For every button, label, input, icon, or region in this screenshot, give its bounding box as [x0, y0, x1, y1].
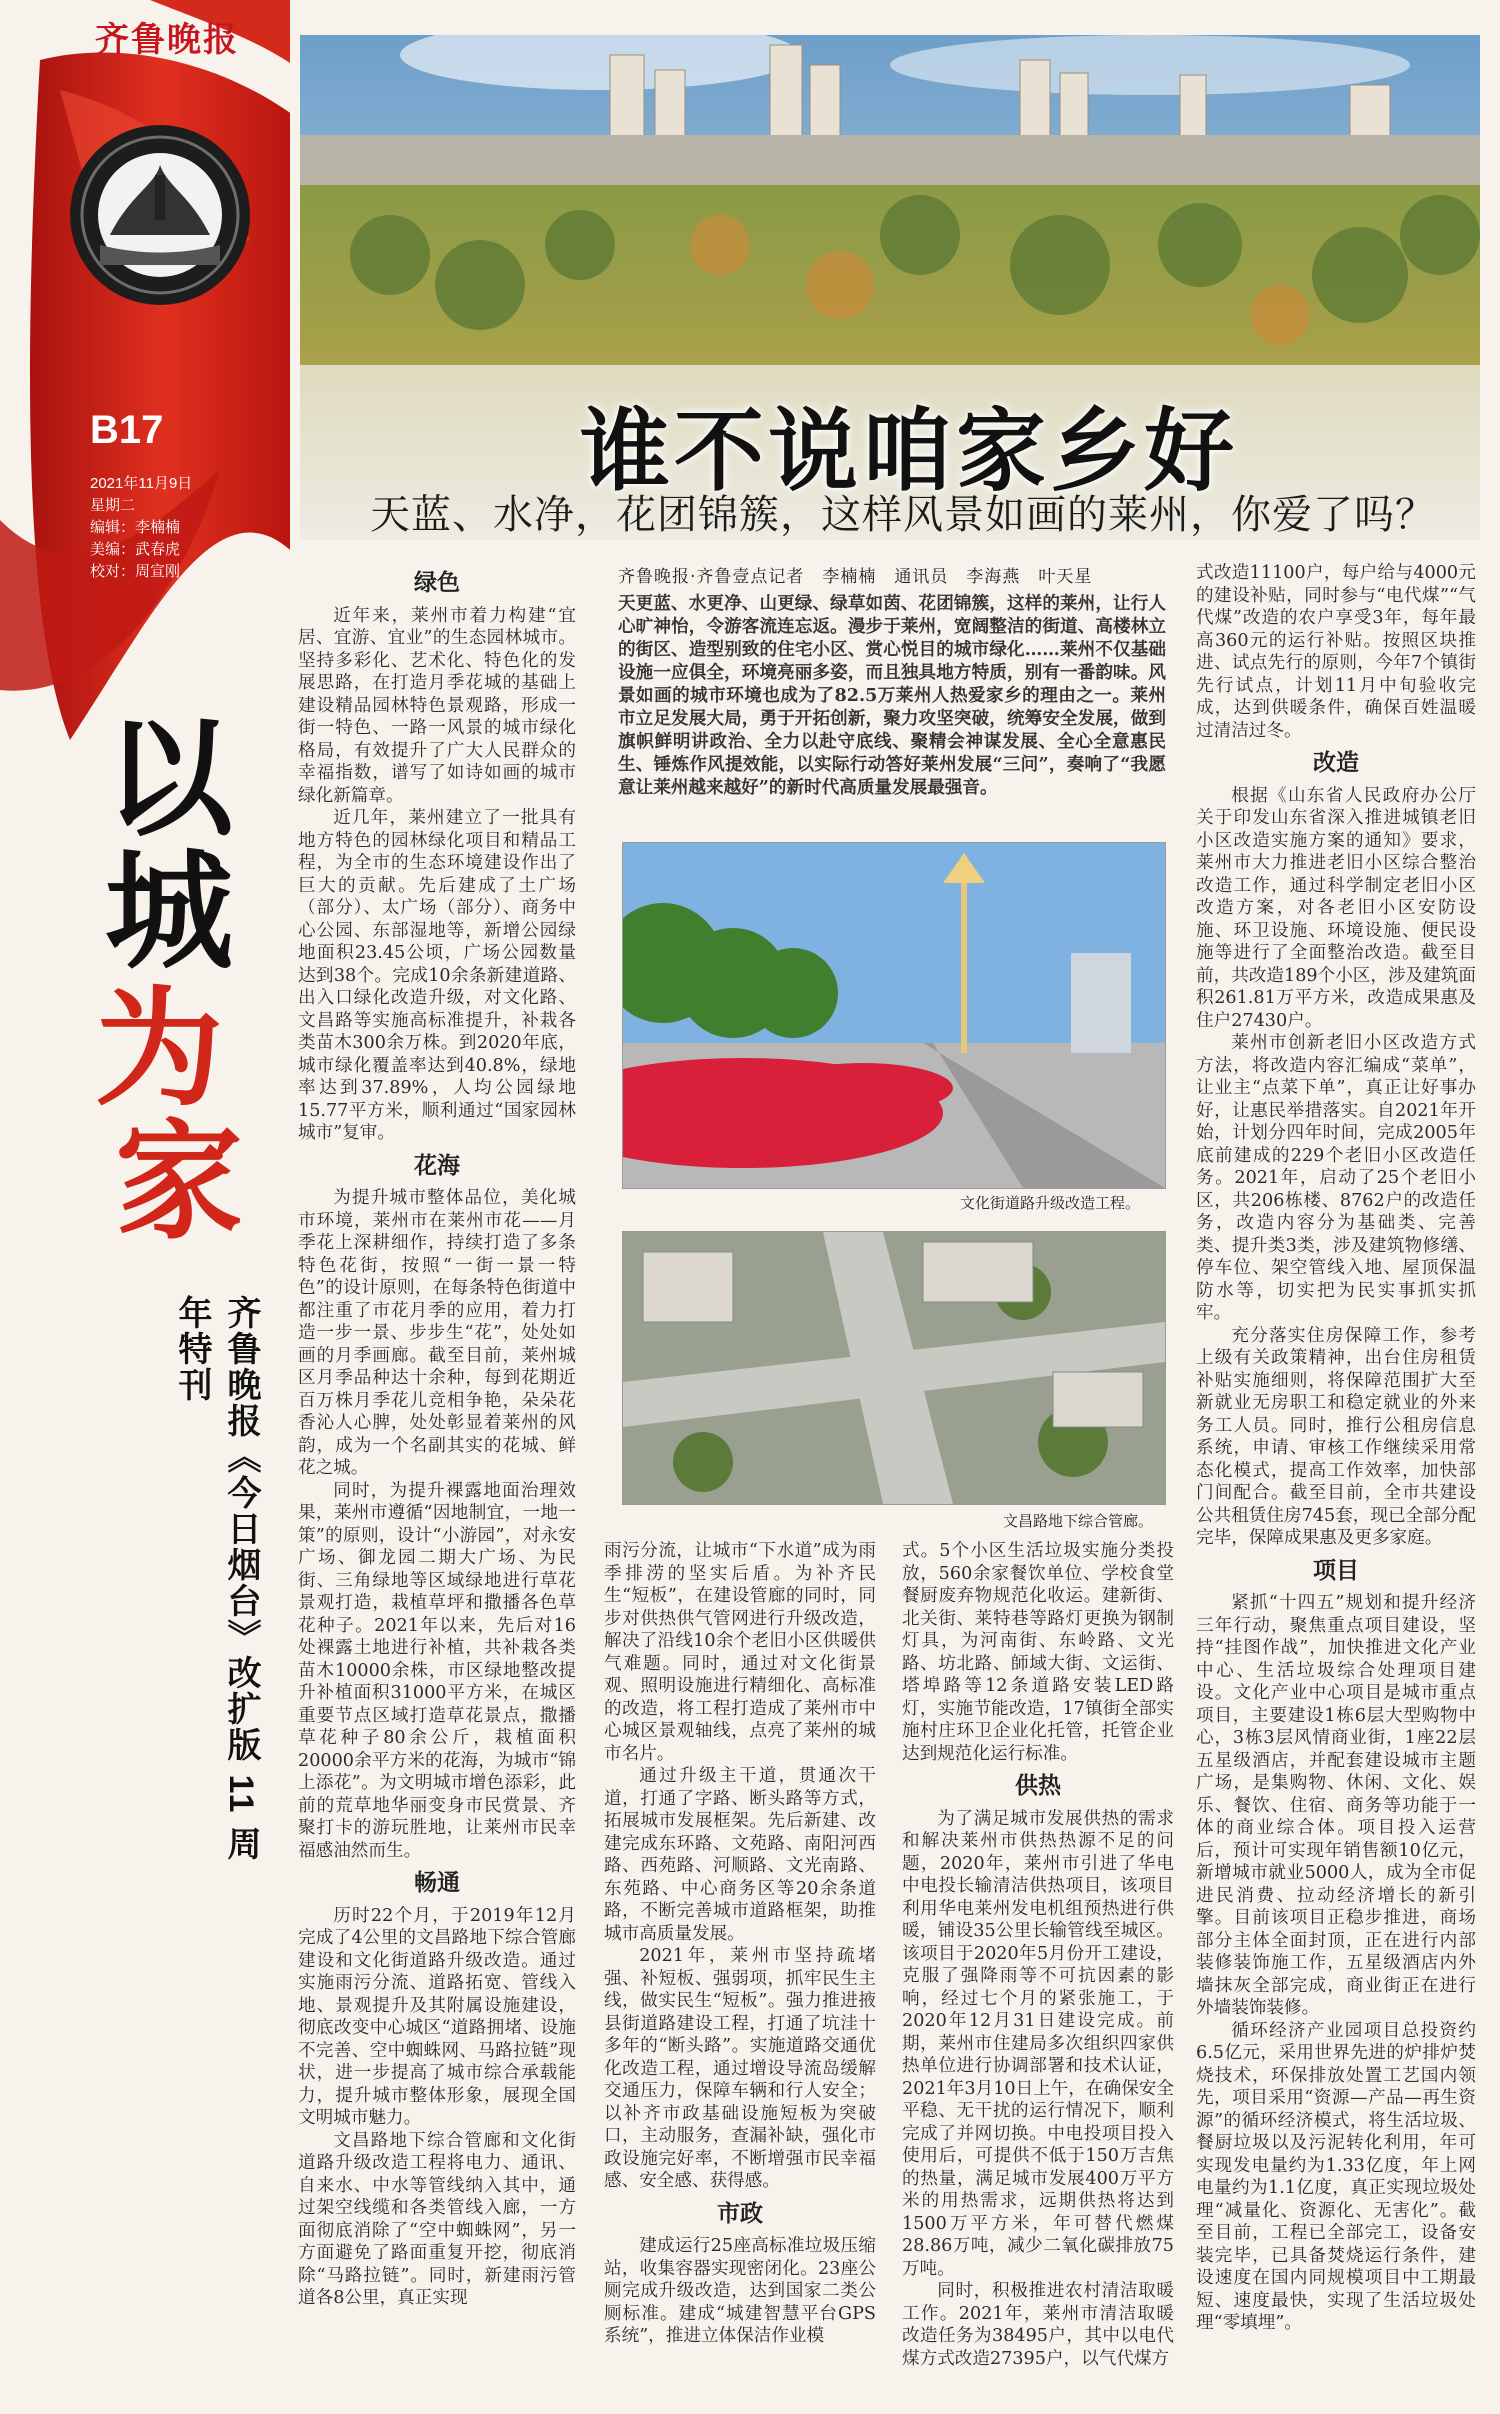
big-char-yi: 以	[105, 704, 234, 854]
special-issue-title: 齐鲁晚报《今日烟台》改扩版 11 周年特刊	[173, 1295, 260, 1862]
lead-paragraph: 天更蓝、水更净、山更绿、绿草如茵、花团锦簇，这样的莱州，让行人心旷神怡，令游客流连忘返。漫步于莱州，宽阔整洁的街道、高楼林立的街区、造型别致的住宅小区、赏心悦目的城市绿化……莱州不仅基础设施一应俱全，环境亮丽多姿，而且独具地方特质，别有一番韵味。风景如画的城市环境也成为了82.5万莱州人热爱家乡的理由之一。莱州市立足发展大局，勇于开拓创新，聚力攻坚突破，统筹安全发展，做到旗帜鲜明讲政治、全力以赴守底线、聚精会神谋发展、全心全意惠民生、锤炼作风提效能，以实际行动答好莱州发展“三问”，奏响了“我愿意让莱州越来越好”的新时代高质量发展最强音。	[618, 593, 1166, 798]
paragraph: 近几年，莱州建立了一批具有地方特色的园林绿化项目和精品工程，为全市的生态环境建设作出了巨大的贡献。先后建成了土广场（部分）、太广场（部分）、商务中心公园、东部湿地等，新增公园绿地面积23.45公顷，广场公园数量达到38个。完成10余条新建道路、出入口绿化改造升级，对文化路、文昌路等实施高标准提升，补栽各类苗木300余万株。到2020年底，城市绿化覆盖率达到40.8%，绿地率达到37.89%，人均公园绿地15.77平方米，顺利通过“国家园林城市”复审。	[298, 808, 576, 1143]
caption-photo-1: 文化街道路升级改造工程。	[960, 1194, 1141, 1212]
paragraph: 近年来，莱州市着力构建“宜居、宜游、宜业”的生态园林城市。坚持多彩化、艺术化、特色化的发展思路，在打造月季花城的基础上建设精品园林特色景观路，形成一街一特色、一路一风景的城市绿化格局，有效提升了广大人民群众的幸福指数，谱写了如诗如画的城市绿化新篇章。	[298, 605, 576, 806]
big-char-jia: 家	[115, 1107, 244, 1257]
paragraph: 充分落实住房保障工作，参考上级有关政策精神，出台住房租赁补贴实施细则，将保障范围扩大至新就业无房职工和稳定就业的外来务工人员。同时，推行公租房信息系统，申请、审核工作继续采用常态化模式，提高工作效率，加快部门间配合。截至目前，全市共建设公共租赁住房745套，现已全部分配完毕，保障成果惠及更多家庭。	[1196, 1325, 1476, 1548]
paragraph: 通过升级主干道，贯通次干道，打通了字路、断头路等方式，拓展城市发展框架。先后新建、改建完成东环路、文苑路、南阳河西路、西苑路、河顺路、文光南路、东苑路、中心商务区等20余条道路，不断完善城市道路框架，助推城市高质量发展。	[604, 1766, 876, 1944]
paragraph: 式改造11100户，每户给与4000元的建设补贴，同时参与“电代煤”“气代煤”改造的农户享受3年，每年最高360元的运行补贴。按照区块推进、试点先行的原则，今年7个镇街先行试点，计划11月中旬验收完成，达到供暖条件，确保百姓温暖过清洁过冬。	[1196, 563, 1476, 741]
paragraph: 雨污分流，让城市“下水道”成为雨季排涝的坚实后盾。为补齐民生“短板”，在建设管廊的同时，同步对供热供气管网进行升级改造，解决了沿线10余个老旧小区供暖供气难题。同时，通过对文化街景观、照明设施进行精细化、高标准的改造，将工程打造成了莱州市中心城区景观轴线，点亮了莱州的城市名片。	[604, 1541, 876, 1764]
paragraph: 莱州市创新老旧小区改造方式方法，将改造内容汇编成“菜单”，让业主“点菜下单”，真正让好事办好，让惠民举措落实。自2021年开始，计划分四年时间，完成2005年底前建成的229个老旧小区改造任务。2021年，启动了25个老旧小区，共206栋楼、8762户的改造任务，改造内容分为基础类、完善类、提升类3类，涉及建筑物修缮、停车位、架空管线入地、屋顶保温防水等，切实把为民实事抓实抓牢。	[1196, 1033, 1476, 1323]
wenchang-road-aerial-image	[623, 1232, 1165, 1504]
paragraph: 为提升城市整体品位，美化城市环境，莱州市在莱州市花——月季花上深耕细作，持续打造了多条特色花街，按照“一街一景一特色”的设计原则，在每条特色街道中都注重了市花月季的应用，着力打造一步一景、步步生“花”，处处如画的月季画廊。截至目前，莱州城区月季品种达十余种，每到花期近百万株月季花儿竞相争艳，朵朵花香沁人心脾，处处彰显着莱州的风韵，成为一个名副其实的花城、鲜花之城。	[298, 1188, 576, 1478]
paragraph: 建成运行25座高标准垃圾压缩站，收集容器实现密闭化。23座公厕完成升级改造，达到国家二类公厕标准。建成“城建智慧平台GPS系统”，推进立体保洁作业模	[604, 2236, 876, 2346]
headline-title: 谁不说咱家乡好	[580, 398, 1238, 504]
big-char-cheng: 城	[105, 837, 234, 987]
paragraph: 同时，为提升裸露地面治理效果，莱州市遵循“因地制宜，一地一策”的原则，设计“小游园”，对永安广场、御龙园二期大广场、为民街、三角绿地等区域绿地进行草花景观打造，栽植草坪和撒播各色草花种子。2021年以来，先后对16处裸露土地进行补植，共补栽各类苗木10000余株，市区绿地整改提升补植面积31000平方米，在城区重要节点区域打造草花景点，撒播草花种子80余公斤，栽植面积20000余平方米的花海，为城市“锦上添花”。为文明城市增色添彩，此前的荒草地华丽变身市民赏景、齐聚打卡的游玩胜地，让莱州市民幸福感油然而生。	[298, 1480, 576, 1861]
byline: 齐鲁晚报·齐鲁壹点记者 李楠楠 通讯员 李海燕 叶天星	[618, 567, 1093, 587]
article-column-4	[902, 1540, 1174, 2414]
article-column-5	[1196, 562, 1476, 2414]
article-column-1	[298, 568, 576, 2414]
paragraph: 同时，积极推进农村清洁取暖工作。2021年，莱州市清洁取暖改造任务为38495户，其中以电代煤方式改造27395户，以气代煤方	[902, 2281, 1174, 2369]
paragraph: 循环经济产业园项目总投资约6.5亿元，采用世界先进的炉排炉焚烧技术，环保排放处置工艺国内领先，项目采用“资源—产品—再生资源”的循环经济模式，将生活垃圾、餐厨垃圾以及污泥转化利用，年可实现发电量约为1.33亿度，年上网电量约为1.1亿度，真正实现垃圾处理“减量化、资源化、无害化”。截至目前，工程已全部完工，设备安装完毕，已具备焚烧运行条件，建设速度在国内同规模项目中工期最短、速度最快，实现了生活垃圾处理“零填埋”。	[1196, 2020, 1476, 2333]
page-editor: 编辑：李楠楠	[90, 519, 181, 536]
paragraph: 历时22个月，于2019年12月完成了4公里的文昌路地下综合管廊建设和文化街道路升级改造。通过实施雨污分流、道路拓宽、管线入地、景观提升及其附属设施建设，彻底改变中心城区“道路拥堵、设施不完善、空中蜘蛛网、马路拉链”现状，进一步提高了城市综合承载能力，提升城市整体形象，展现全国文明城市魅力。	[298, 1905, 576, 2128]
section-heat-heading: 供热	[1015, 1773, 1061, 1799]
section-project-heading: 项目	[1313, 1557, 1359, 1584]
masthead-logo: 齐鲁晚报	[95, 20, 239, 60]
paragraph: 文昌路地下综合管廊和文化街道路升级改造工程将电力、通讯、自来水、中水等管线纳入其中，通过架空线缆和各类管线入廊，一方面彻底消除了“空中蜘蛛网”，另一方面避免了路面重复开挖，彻底消除“马路拉链”。同时，新建雨污管道各8公里，真正实现	[298, 2130, 576, 2308]
section-reform-heading: 改造	[1313, 750, 1359, 776]
paragraph: 为了满足城市发展供热的需求和解决莱州市供热热源不足的问题，2020年，莱州市引进了华电中电投长输清洁供热项目，该项目利用华电莱州发电机组预热进行供暖，铺设35公里长输管线至城区。该项目于2020年5月份开工建设，克服了强降雨等不可抗因素的影响，经过七个月的紧张施工，于2020年12月31日建设完成。前期，莱州市住建局多次组织四家供热单位进行协调部署和技术认证，2021年3月10日上午，在确保安全平稳、无干扰的运行情况下，顺利完成了并网切换。中电投项目投入使用后，可提供不低于150万吉焦的热量，满足城市发展400万平方米的用热需求，远期供热将达到1500万平方米，年可替代燃煤28.86万吨，减少二氧化碳排放75万吨。	[902, 1808, 1174, 2279]
page-art-editor: 美编：武春虎	[90, 541, 181, 558]
section-flower-heading: 花海	[414, 1152, 460, 1179]
headline-subtitle: 天蓝、水净，花团锦簇，这样风景如画的莱州，你爱了吗？	[370, 492, 1436, 538]
page-weekday: 星期二	[90, 497, 136, 514]
paragraph: 紧抓“十四五”规划和提升经济三年行动，聚焦重点项目建设，坚持“挂图作战”，加快推进文化产业中心、生活垃圾综合处理项目建设。文化产业中心项目是城市重点项目，主要建设1栋6层大型购物中心，3栋3层风情商业街，1座22层五星级酒店，并配套建设城市主题广场，是集购物、休闲、文化、娱乐、餐饮、住宿、商务等功能于一体的商业综合体。项目投入运营后，预计可实现年销售额10亿元，新增城市就业5000人，成为全市促进民消费、拉动经济增长的新引擎。目前该项目正稳步推进，商场部分主体全面封顶，正在进行内部装修装饰施工作，五星级酒店内外墙抹灰全部完成，商业街正在进行外墙装饰装修。	[1196, 1593, 1476, 2018]
photo-wenchang-road	[622, 1231, 1166, 1505]
section-green-heading: 绿色	[414, 570, 460, 596]
page-proofreader: 校对：周宣刚	[90, 563, 181, 580]
big-char-wei: 为	[95, 974, 224, 1124]
caption-photo-2: 文昌路地下综合管廊。	[1003, 1512, 1154, 1530]
page-date: 2021年11月9日	[90, 475, 193, 492]
paragraph: 式。5个小区生活垃圾实施分类投放，560余家餐饮单位、学校食堂餐厨废弃物规范化收运。建新街、北关街、莱特巷等路灯更换为钢制灯具，为河南街、东岭路、文光路、坊北路、師域大街、文运街、塔埠路等12条道路安装LED路灯，实施节能改造，17镇街全部实施村庄环卫企业化托管，托管企业达到规范化运行标准。	[902, 1541, 1174, 1764]
article-column-3	[604, 1540, 876, 2414]
section-flow-heading: 畅通	[414, 1870, 460, 1896]
photo-culture-street	[622, 842, 1166, 1189]
lighthouse-emblem-icon	[60, 115, 260, 315]
page-number: B17	[90, 408, 164, 452]
culture-street-image	[623, 843, 1165, 1188]
section-city-heading: 市政	[717, 2200, 763, 2227]
paragraph: 2021年，莱州市坚持疏堵强、补短板、强弱项，抓牢民生主线，做实民生“短板”。强力推进掖县街道路建设工程，打通了坑洼十多年的“断头路”。实施道路交通优化改造工程，通过增设导流岛缓解交通压力，保障车辆和行人安全；以补齐市政基础设施短板为突破口，主动服务，查漏补缺，强化市政设施完好率，不断增强市民幸福感、安全感、获得感。	[604, 1946, 876, 2191]
paragraph: 根据《山东省人民政府办公厅 关于印发山东省深入推进城镇老旧小区改造实施方案的通知》要求，莱州市大力推进老旧小区综合整治改造工作，通过科学制定老旧小区改造方案，对各老旧小区安防设施、环卫设施、环境设施、便民设施等进行了全面整治改造。截至目前，共改造189个小区，涉及建筑面积261.81万平方米，改造成果惠及住户27430户。	[1196, 785, 1476, 1031]
